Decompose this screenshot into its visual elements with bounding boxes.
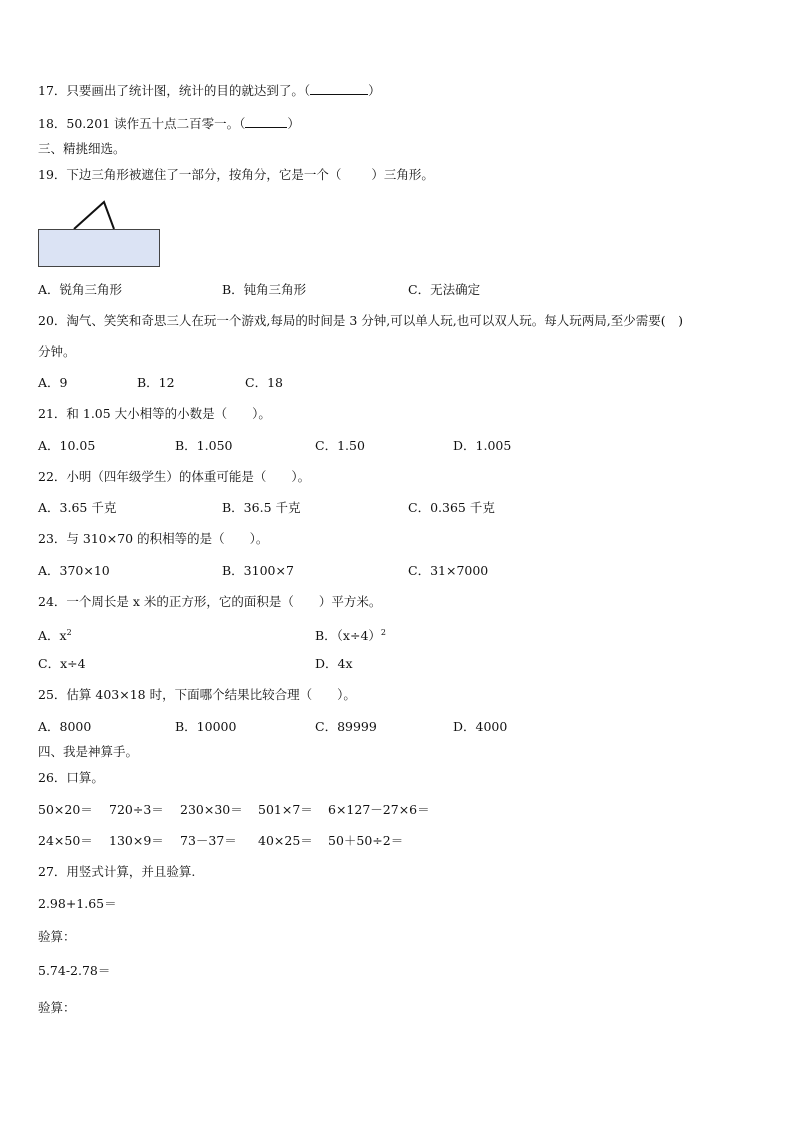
- q25-option-d[interactable]: D．4000: [453, 719, 508, 734]
- q21-option-d[interactable]: D．1.005: [453, 438, 512, 453]
- q23-option-b[interactable]: B．3100×7: [222, 563, 294, 578]
- q18-text: 18．50.201 读作五十点二百零一。（: [38, 116, 246, 131]
- q20-option-b[interactable]: B．12: [137, 375, 175, 390]
- question-17: [38, 83, 381, 99]
- oral-calc-item: 720÷3＝: [109, 802, 164, 817]
- question-18: [38, 116, 300, 132]
- q27-problem-b: 5.74-2.78＝: [38, 963, 111, 978]
- q21-option-c[interactable]: C．1.50: [315, 438, 365, 453]
- q21-option-a[interactable]: A．10.05: [38, 438, 96, 453]
- q27-problem-a: 2.98+1.65＝: [38, 896, 117, 911]
- oral-calc-item: 501×7＝: [258, 802, 313, 817]
- question-23: 23．与 310×70 的积相等的是（ ）。: [38, 531, 269, 546]
- q19-option-b[interactable]: B．钝角三角形: [222, 282, 307, 297]
- q19-option-c[interactable]: C．无法确定: [408, 282, 481, 297]
- question-24: 24．一个周长是 x 米的正方形，它的面积是（ ）平方米。: [38, 594, 382, 609]
- q24-option-c[interactable]: C．x÷4: [38, 656, 86, 671]
- oral-calc-item: 73－37＝: [180, 833, 237, 848]
- q22-option-b[interactable]: B．36.5 千克: [222, 500, 301, 515]
- q24-option-b-text: B．（x÷4）: [315, 628, 381, 643]
- q25-option-b[interactable]: B．10000: [175, 719, 237, 734]
- q19-text-end: ）三角形。: [371, 167, 434, 182]
- q22-option-c[interactable]: C．0.365 千克: [408, 500, 495, 515]
- q27-check-label-b: 验算：: [38, 1000, 76, 1015]
- q21-option-b[interactable]: B．1.050: [175, 438, 233, 453]
- question-25: 25．估算 403×18 时，下面哪个结果比较合理（ ）。: [38, 687, 356, 702]
- q25-option-a[interactable]: A．8000: [38, 719, 92, 734]
- q23-option-c[interactable]: C．31×7000: [408, 563, 489, 578]
- oral-calc-item: 50×20＝: [38, 802, 93, 817]
- oral-calc-item: 24×50＝: [38, 833, 93, 848]
- q27-check-label-a: 验算：: [38, 929, 76, 944]
- question-19: [38, 167, 434, 183]
- question-22: 22．小明（四年级学生）的体重可能是（ ）。: [38, 469, 311, 484]
- q17-answer-blank[interactable]: [310, 83, 368, 95]
- q24-option-b[interactable]: [315, 625, 386, 644]
- question-21: 21．和 1.05 大小相等的小数是（ ）。: [38, 406, 271, 421]
- oral-calc-item: 6×127－27×6＝: [328, 802, 430, 817]
- q17-text: 17．只要画出了统计图，统计的目的就达到了。（: [38, 83, 311, 98]
- q24-option-a-text: A．x: [38, 628, 67, 643]
- q24-option-a[interactable]: [38, 625, 72, 644]
- oral-calc-item: 40×25＝: [258, 833, 313, 848]
- q18-answer-blank[interactable]: [245, 116, 287, 128]
- section-4-heading: 四、我是神算手。: [38, 744, 139, 759]
- q17-text-end: ）: [368, 83, 381, 98]
- q23-option-a[interactable]: A．370×10: [38, 563, 110, 578]
- q20-option-c[interactable]: C．18: [245, 375, 283, 390]
- cover-rectangle: [39, 230, 160, 267]
- q24-option-a-exponent: 2: [66, 628, 72, 637]
- q25-option-c[interactable]: C．89999: [315, 719, 377, 734]
- question-27: 27．用竖式计算，并且验算.: [38, 864, 196, 879]
- oral-calc-item: 130×9＝: [109, 833, 164, 848]
- question-26: 26．口算。: [38, 770, 104, 785]
- triangle-edges: [74, 202, 114, 229]
- q22-option-a[interactable]: A．3.65 千克: [38, 500, 117, 515]
- q24-option-b-exponent: 2: [380, 628, 387, 637]
- question-20-line1: 20．淘气、笑笑和奇思三人在玩一个游戏,每局的时间是 3 分钟,可以单人玩,也可以双人玩。每人玩两局,至少需要( ): [38, 313, 683, 328]
- q24-option-d[interactable]: D．4x: [315, 656, 353, 671]
- oral-calc-item: 230×30＝: [180, 802, 243, 817]
- q18-text-end: ）: [287, 116, 300, 131]
- question-20-line2: 分钟。: [38, 344, 76, 359]
- q19-option-a[interactable]: A．锐角三角形: [38, 282, 123, 297]
- q19-text: 19．下边三角形被遮住了一部分，按角分，它是一个（: [38, 167, 342, 182]
- section-3-heading: 三、精挑细选。: [38, 141, 126, 156]
- covered-triangle-figure: [38, 198, 162, 268]
- oral-calc-item: 50＋50÷2＝: [328, 833, 404, 848]
- q20-option-a[interactable]: A．9: [38, 375, 68, 390]
